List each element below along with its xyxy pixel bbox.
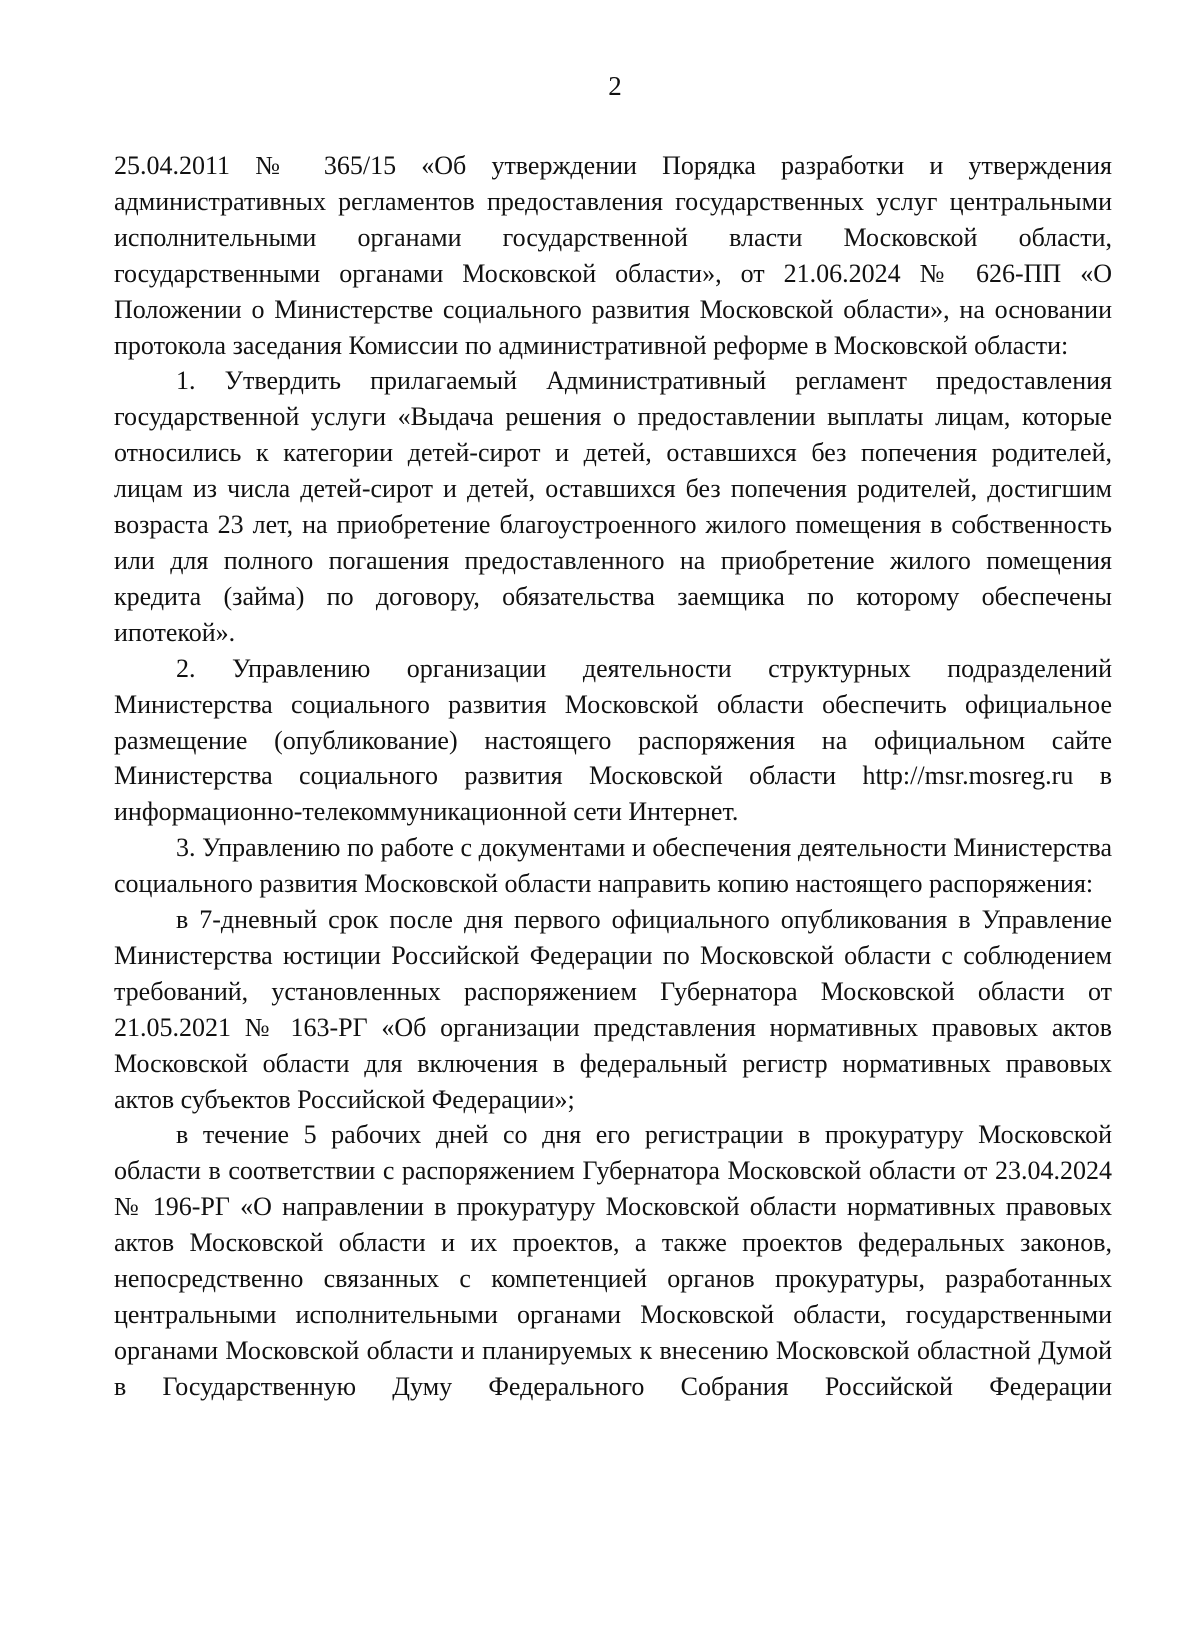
paragraph-item-3-sub-1: в 7-дневный срок после дня первого официального опубликования в Управление Министерства юстиции Российской Федерации по Московской области с соблюдением требований, установленных распоряжением Губернатора Московской области от 21.05.2021 № 163-РГ «Об организации представления нормативных правовых актов Московской области для включения в федеральный регистр нормативных правовых актов субъектов Российской Федерации»; [114,905,1112,1114]
paragraph-item-2: 2. Управлению организации деятельности структурных подразделений Министерства социального развития Московской области обеспечить официальное размещение (опубликование) настоящего распоряжения на официальном сайте Министерства социального развития Московской области http://msr.mosreg.ru в информационно-телекоммуникационной сети Интернет. [114,653,1112,827]
paragraph-item-1: 1. Утвердить прилагаемый Административный регламент предоставления государственной услуги «Выдача решения о предоставлении выплаты лицам, которые относились к категории детей-сирот и детей, оставшихся без попечения родителей, лицам из числа детей-сирот и детей, оставшихся без попечения родителей, достигшим возраста 23 лет, на приобретение благоустроенного жилого помещения в собственность или для полного погашения предоставленного на приобретение жилого помещения кредита (займа) по договору, обязательства заемщика по которому обеспечены ипотекой». [114,366,1112,647]
document-body [114,148,1112,1405]
paragraph-intro: 25.04.2011 № 365/15 «Об утверждении Порядка разработки и утверждения административных регламентов предоставления государственных услуг центральными исполнительными органами государственной власти Московской области, государственными органами Московской области», от 21.06.2024 № 626-ПП «О Положении о Министерстве социального развития Московской области», на основании протокола заседания Комиссии по административной реформе в Московской области: [114,151,1112,360]
paragraph-item-3-sub-2: в течение 5 рабочих дней со дня его регистрации в прокуратуру Московской области в соответствии с распоряжением Губернатора Московской области от 23.04.2024 № 196-РГ «О направлении в прокуратуру Московской области нормативных правовых актов Московской области и их проектов, а также проектов федеральных законов, непосредственно связанных с компетенцией органов прокуратуры, разработанных центральными исполнительными органами Московской области, государственными органами Московской области и планируемых к внесению Московской областной Думой в Государственную Думу Федерального Собрания Российской Федерации [114,1120,1112,1401]
paragraph-item-3: 3. Управлению по работе с документами и обеспечения деятельности Министерства социального развития Московской области направить копию настоящего распоряжения: [114,833,1112,899]
page-number: 2 [608,71,622,101]
